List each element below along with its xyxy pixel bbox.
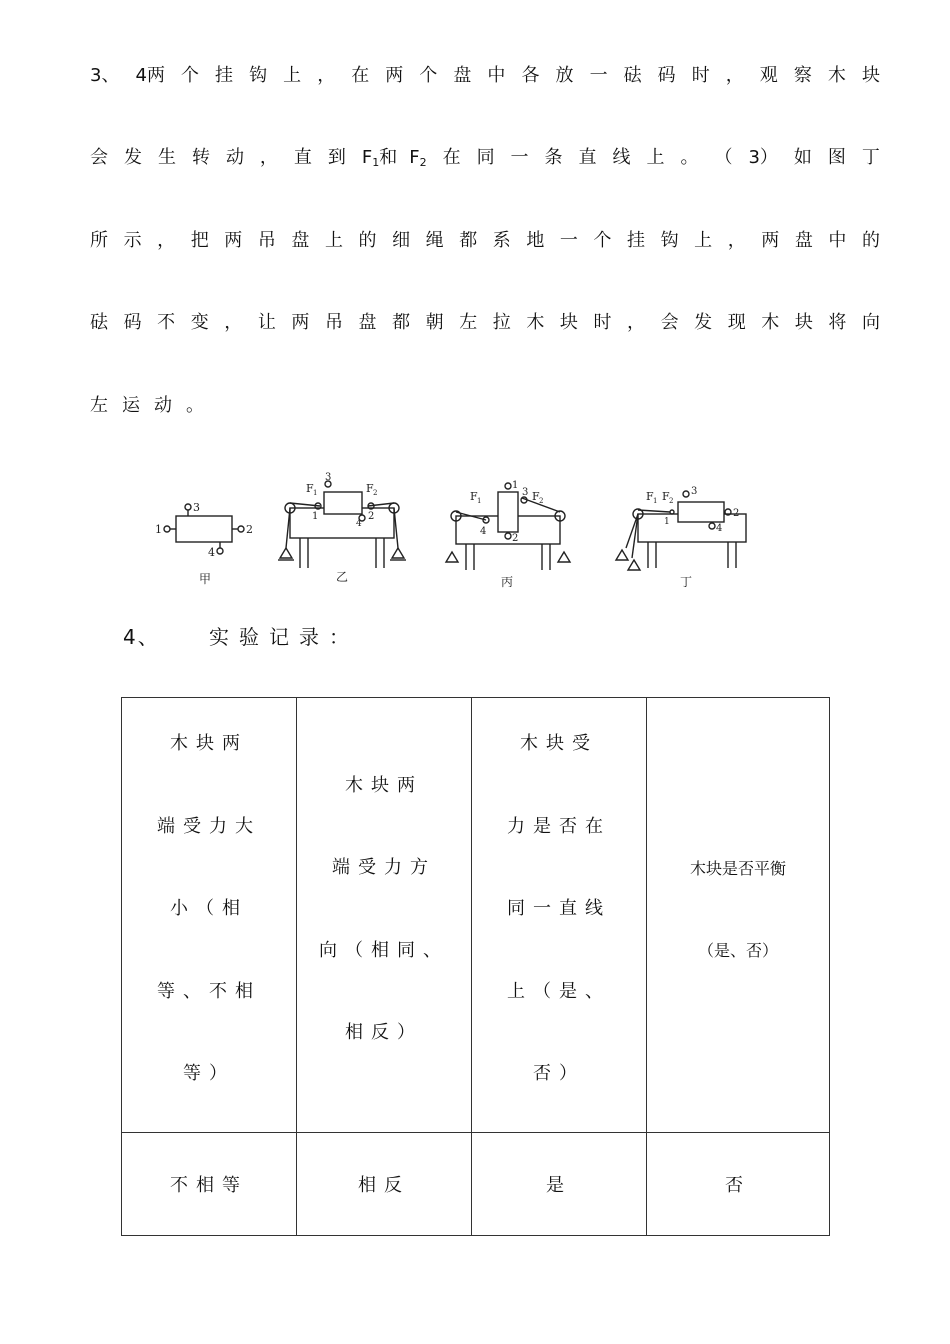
header-line: 力是否在 [507, 816, 611, 837]
header-line: 等、不相 [157, 981, 261, 1002]
cell-value: 否 [725, 1175, 751, 1196]
header-line: 端受力方 [332, 857, 436, 878]
header-cell-same-line [472, 698, 647, 1133]
paragraph-line-4 [90, 310, 880, 336]
paragraph-line-1 [90, 63, 880, 89]
section-title: 实验记录： [209, 625, 359, 649]
text-segment: 盘 [358, 312, 377, 333]
paragraph-line-2 [90, 145, 880, 171]
text-segment: 上 [646, 147, 665, 168]
header-line: 否） [533, 1063, 585, 1084]
text-segment: 向 [861, 312, 880, 333]
hook-label-2: 2 [368, 511, 375, 522]
cell-value: 是 [546, 1175, 572, 1196]
text-segment: 挂 [215, 65, 234, 86]
hook-label-2: 2 [733, 508, 740, 519]
text-segment: 3） [748, 147, 778, 168]
paragraph-line-3 [90, 228, 880, 254]
text-segment: 块 [861, 65, 880, 86]
header-line: 木块两 [345, 775, 423, 796]
text-segment: 个 [181, 65, 199, 86]
text-segment: 朝 [425, 312, 444, 333]
figure-yi [278, 472, 406, 584]
figure-label-ding: 丁 [680, 575, 693, 589]
table-header-row [122, 698, 830, 1133]
force-label-f1-sub: 1 [313, 489, 318, 497]
text-segment: 会 [90, 147, 108, 168]
text-segment: 到 [327, 147, 346, 168]
text-segment: （ [714, 147, 733, 168]
text-segment: 一 [510, 147, 529, 168]
table-cell [297, 1133, 472, 1236]
text-segment: 直 [293, 147, 312, 168]
text-segment: 。 [680, 147, 699, 168]
body-paragraph [90, 63, 880, 423]
text-segment: 木 [526, 312, 545, 333]
force-label-f2-sub: 2 [539, 497, 544, 505]
text-segment: 两 [761, 230, 780, 251]
text-segment: 绳 [425, 230, 444, 251]
text-segment: 图 [827, 147, 846, 168]
header-line: 等） [183, 1063, 235, 1084]
force-f1-he-f2 [362, 145, 427, 171]
text-segment: 两 [224, 230, 243, 251]
text-segment: 系 [492, 230, 511, 251]
formula-part: 2 [419, 156, 427, 169]
text-segment: 不 [157, 312, 176, 333]
figure-ding [616, 486, 746, 589]
header-line: 木块是否平衡 [689, 859, 786, 878]
text-segment: ， [317, 65, 336, 86]
text-segment: 时 [593, 312, 612, 333]
text-segment: ， [157, 230, 176, 251]
formula-part: 1 [372, 156, 380, 169]
header-line: 木块两 [170, 733, 248, 754]
text-segment: 察 [793, 65, 812, 86]
text-segment: 线 [612, 147, 631, 168]
text-segment: 两 [291, 312, 310, 333]
text-segment: 盘 [291, 230, 310, 251]
text-segment: 砝 [623, 65, 642, 86]
table-cell [472, 1133, 647, 1236]
text-segment: 上 [283, 65, 302, 86]
text-segment: 中 [487, 65, 506, 86]
text-segment: 块 [794, 312, 813, 333]
hook-label-4: 4 [480, 526, 487, 537]
text-segment: 左 [459, 312, 478, 333]
text-segment: 吊 [324, 312, 343, 333]
experiment-figures [150, 468, 760, 598]
hook-label-2: 2 [246, 523, 253, 536]
cell-value: 相反 [358, 1175, 410, 1196]
text-segment: 块 [559, 312, 578, 333]
record-table [121, 697, 830, 1236]
hook-label-3: 3 [193, 501, 200, 514]
text-segment: 生 [157, 147, 176, 168]
force-label-f1: F [306, 482, 314, 495]
text-segment: 丁 [861, 147, 880, 168]
table-cell [122, 1133, 297, 1236]
force-label-f2-sub: 2 [669, 497, 674, 505]
text-segment: 两 [385, 65, 404, 86]
text-segment: 的 [861, 230, 880, 251]
text-segment: 吊 [257, 230, 276, 251]
text-segment: 会 [660, 312, 679, 333]
hook-label-4: 4 [356, 519, 362, 529]
text-segment: 木 [761, 312, 780, 333]
figure-jia [155, 501, 253, 586]
text-segment: ， [627, 312, 645, 333]
header-line: 端受力大 [157, 816, 261, 837]
text-segment: ， [725, 65, 744, 86]
text-segment: 放 [555, 65, 574, 86]
formula-part: F [361, 147, 373, 168]
text-segment: 码 [123, 312, 142, 333]
text-segment: 拉 [492, 312, 511, 333]
text-segment: 让 [257, 312, 276, 333]
text-segment: 盘 [794, 230, 813, 251]
figure-label-yi: 乙 [336, 570, 349, 584]
text-segment: 都 [392, 312, 411, 333]
force-label-f2: F [366, 482, 374, 495]
text-segment: 在 [351, 65, 370, 86]
hook-label-3: 3 [522, 487, 529, 498]
text-segment: 时 [691, 65, 710, 86]
force-label-f1: F [646, 490, 654, 503]
force-label-f1-sub: 1 [653, 497, 658, 505]
hook-label-3: 3 [325, 472, 332, 483]
text-segment: 发 [694, 312, 713, 333]
text-segment: 细 [392, 230, 411, 251]
paragraph-line-5: 左运动。 [90, 395, 218, 416]
text-segment: 4两 [135, 65, 165, 86]
hook-label-4: 4 [208, 546, 215, 559]
text-segment: 上 [694, 230, 713, 251]
header-line: 木块受 [520, 733, 598, 754]
text-segment: 中 [828, 230, 847, 251]
section-heading [123, 622, 359, 652]
text-segment: 示 [123, 230, 142, 251]
force-label-f2: F [662, 490, 670, 503]
text-segment: 钩 [660, 230, 679, 251]
text-segment: 条 [544, 147, 563, 168]
text-segment: ， [224, 312, 243, 333]
text-segment: 3、 [90, 65, 120, 86]
text-segment: 挂 [627, 230, 645, 251]
text-segment: 上 [324, 230, 343, 251]
header-line: （是、否） [697, 941, 778, 960]
cell-value: 不相等 [170, 1175, 248, 1196]
figure-label-bing: 丙 [501, 575, 514, 589]
figure-label-jia: 甲 [199, 572, 212, 586]
header-line: 相反） [345, 1022, 423, 1043]
text-segment: 都 [459, 230, 478, 251]
text-segment: 直 [578, 147, 597, 168]
header-cell-balanced [647, 698, 830, 1133]
hook-label-1: 1 [512, 480, 519, 491]
text-segment: 码 [657, 65, 676, 86]
text-segment: 地 [526, 230, 545, 251]
text-segment: 同 [476, 147, 495, 168]
section-number: 4、 [123, 625, 160, 649]
force-label-f2: F [532, 490, 540, 503]
header-cell-force-direction [297, 698, 472, 1133]
text-segment: 现 [727, 312, 746, 333]
text-segment: 转 [191, 147, 210, 168]
wood-block [176, 516, 232, 542]
text-segment: 所 [90, 230, 108, 251]
text-segment: ， [727, 230, 746, 251]
text-segment: 把 [190, 230, 209, 251]
force-label-f1: F [470, 490, 478, 503]
text-segment: 如 [793, 147, 812, 168]
text-segment: 钩 [249, 65, 268, 86]
force-label-f2-sub: 2 [373, 489, 378, 497]
text-segment: 观 [759, 65, 778, 86]
table-row [122, 1133, 830, 1236]
text-segment: 盘 [453, 65, 472, 86]
header-cell-force-size [122, 698, 297, 1133]
text-segment: 一 [559, 230, 578, 251]
text-segment: 木 [827, 65, 846, 86]
figure-bing [446, 480, 570, 589]
hook-label-1: 1 [312, 511, 319, 522]
text-segment: 发 [123, 147, 142, 168]
header-line: 同一直线 [507, 898, 611, 919]
text-segment: 个 [419, 65, 438, 86]
formula-part: F [409, 147, 420, 168]
table-cell [647, 1133, 830, 1236]
text-segment: 的 [358, 230, 377, 251]
text-segment: 动 [225, 147, 244, 168]
text-segment: 在 [442, 147, 461, 168]
hook-label-2: 2 [512, 533, 519, 544]
hook-label-1: 1 [155, 523, 162, 536]
text-segment: 变 [190, 312, 209, 333]
text-segment: 各 [521, 65, 540, 86]
force-label-f1-sub: 1 [477, 497, 482, 505]
text-segment: 将 [828, 312, 847, 333]
text-segment: 一 [589, 65, 608, 86]
hook-label-1: 1 [664, 517, 670, 527]
header-line: 向（相同、 [319, 940, 449, 961]
text-segment: 个 [593, 230, 612, 251]
header-line: 小（相 [170, 898, 248, 919]
hook-label-4: 4 [716, 523, 723, 534]
text-segment: 砝 [90, 312, 108, 333]
hook-label-3: 3 [691, 486, 698, 497]
text-segment: ， [259, 147, 278, 168]
header-line: 上（是、 [507, 981, 611, 1002]
formula-part: 和 [379, 147, 398, 168]
